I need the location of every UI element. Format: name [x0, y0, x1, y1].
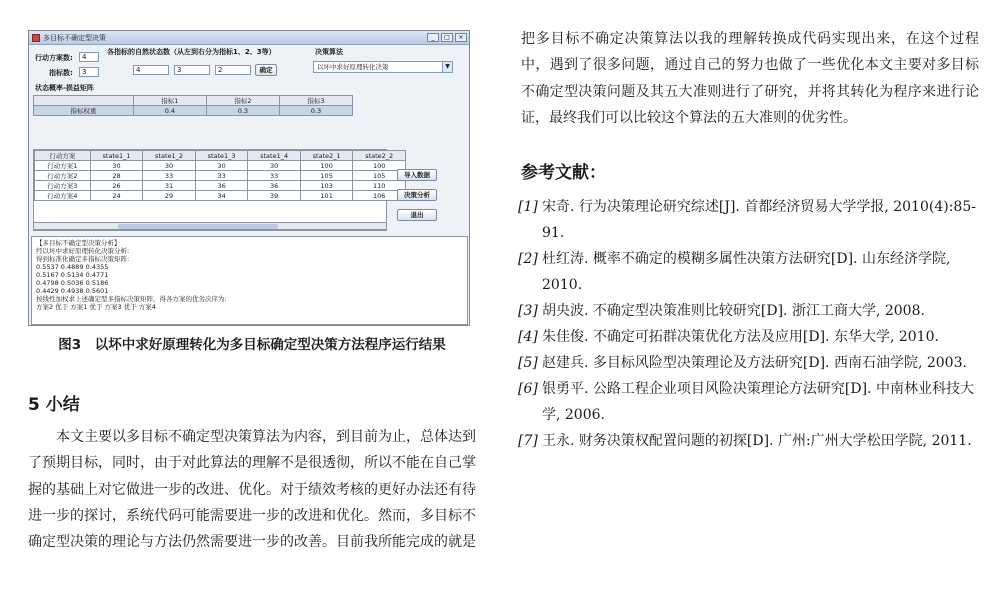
- reference-number: [3]: [518, 303, 538, 319]
- reference-item: [518, 428, 982, 454]
- summary-paragraph: 本文主要以多目标不确定型决策算法为内容，到目前为止，总体达到了预期目标，同时，由于对此算法的理解不是很透彻，所以不能在自己掌握的基础上对它做进一步的改进、优化。对于绩效考核的更好办法还有待进一步的探讨，系统代码可能需要进一步的改进和优化。然而，多目标不确定型决策的理论与方法仍然需要进一步的改善。目前我所能完成的就是: [28, 429, 476, 551]
- indicator-header: 指标1: [133, 96, 206, 106]
- indicator-header: [34, 96, 134, 106]
- section-heading: 5 小结: [28, 395, 80, 415]
- table-row[interactable]: [35, 161, 406, 171]
- action-count-label: 行动方案数:: [35, 54, 73, 62]
- analysis-output-textarea[interactable]: [31, 236, 468, 325]
- weight-cell[interactable]: 0.3: [279, 106, 352, 116]
- reference-text: 赵建兵. 多目标风险型决策理论及方法研究[D]. 西南石油学院, 2003.: [542, 355, 967, 371]
- table-cell[interactable]: 30: [143, 161, 196, 171]
- table-cell[interactable]: 105: [353, 171, 406, 181]
- table-cell[interactable]: 100: [300, 161, 353, 171]
- table-row[interactable]: [35, 171, 406, 181]
- table-cell[interactable]: 30: [90, 161, 143, 171]
- table-row[interactable]: [35, 181, 406, 191]
- reference-number: [6]: [518, 381, 538, 397]
- minimize-button[interactable]: _: [427, 33, 439, 42]
- reference-text: 银勇平. 公路工程企业项目风险决策理论方法研究[D]. 中南林业科技大学, 2006.: [542, 381, 974, 423]
- weight-cell[interactable]: 0.3: [206, 106, 279, 116]
- window-titlebar: [29, 31, 469, 45]
- confirm-button[interactable]: 确定: [255, 64, 277, 76]
- state-count-label: 各指标的自然状态数（从左到右分为指标1、2、3等）: [107, 48, 276, 56]
- reference-number: [7]: [518, 433, 538, 449]
- output-line: 0.4798 0.5036 0.5186: [36, 279, 109, 287]
- continued-paragraph: 把多目标不确定决策算法以我的理解转换成代码实现出来，在这个过程中，遇到了很多问题，通过自己的努力也做了一些优化本文主要对多目标不确定型决策问题及其五大准则进行了研究，并将其转化为程序来进行论证，最终我们可以比较这个算法的五大准则的优劣性。: [521, 31, 979, 126]
- table-cell[interactable]: 行动方案4: [35, 191, 91, 201]
- output-line: 经以坏中求好原理转化决策分析:: [36, 247, 130, 255]
- exit-button[interactable]: 退出: [397, 209, 437, 221]
- horizontal-scrollbar[interactable]: [33, 222, 387, 230]
- maximize-button[interactable]: □: [441, 33, 453, 42]
- figure-caption: 图3 以坏中求好原理转化为多目标确定型决策方法程序运行结果: [58, 337, 446, 353]
- table-cell[interactable]: 30: [248, 161, 301, 171]
- app-icon: [32, 34, 40, 42]
- column-header: state1_4: [248, 151, 301, 161]
- table-cell[interactable]: 行动方案2: [35, 171, 91, 181]
- references-heading: 参考文献：: [521, 163, 606, 183]
- scrollbar-thumb[interactable]: [118, 224, 278, 229]
- table-cell[interactable]: 105: [300, 171, 353, 181]
- references-list: [518, 194, 982, 454]
- reference-text: 杜红涛. 概率不确定的模糊多属性决策方法研究[D]. 山东经济学院, 2010.: [542, 251, 951, 293]
- column-header: 行动方案: [35, 151, 91, 161]
- action-count-input[interactable]: 4: [79, 52, 99, 62]
- output-line: 方案2 优于 方案1 优于 方案3 优于 方案4: [36, 303, 156, 311]
- matrix-label: 状态概率-损益矩阵: [35, 84, 94, 92]
- reference-item: [518, 376, 982, 428]
- state-count-input-2[interactable]: 3: [174, 65, 210, 75]
- table-cell[interactable]: 106: [353, 191, 406, 201]
- reference-item: [518, 298, 982, 324]
- indicator-header: 指标2: [206, 96, 279, 106]
- method-select[interactable]: [313, 61, 453, 73]
- method-label: 决策算法: [315, 48, 343, 56]
- method-selected-value: 以坏中求好原理转化决策: [317, 63, 389, 71]
- output-line: 0.4429 0.4938 0.5601: [36, 287, 109, 295]
- column-header: state1_2: [143, 151, 196, 161]
- output-line: 【多目标不确定型决策分析】: [36, 239, 121, 247]
- close-button[interactable]: ×: [455, 33, 467, 42]
- column-header: state1_1: [90, 151, 143, 161]
- reference-item: [518, 350, 982, 376]
- reference-text: 王永. 财务决策权配置问题的初探[D]. 广州:广州大学松田学院, 2011.: [542, 433, 972, 449]
- output-line: 按线性加权求上述确定型多指标决策矩阵，得各方案的优劣次序为:: [36, 295, 227, 303]
- table-cell[interactable]: 30: [195, 161, 248, 171]
- table-cell[interactable]: 100: [353, 161, 406, 171]
- table-cell[interactable]: 110: [353, 181, 406, 191]
- reference-text: 朱佳俊. 不确定可拓群决策优化方法及应用[D]. 东华大学, 2010.: [542, 329, 939, 345]
- table-cell[interactable]: 31: [143, 181, 196, 191]
- output-line: 0.5537 0.4889 0.4355: [36, 263, 109, 271]
- column-header: state2_2: [353, 151, 406, 161]
- reference-text: 宋奇. 行为决策理论研究综述[J]. 首都经济贸易大学学报, 2010(4):85-91.: [542, 199, 976, 241]
- reference-item: [518, 246, 982, 298]
- column-header: state2_1: [300, 151, 353, 161]
- table-cell[interactable]: 26: [90, 181, 143, 191]
- table-cell[interactable]: 24: [90, 191, 143, 201]
- table-cell[interactable]: 33: [248, 171, 301, 181]
- table-cell[interactable]: 29: [143, 191, 196, 201]
- output-line: 0.5167 0.5134 0.4771: [36, 271, 109, 279]
- window-title: 多目标不确定型决策: [43, 34, 106, 42]
- state-count-input-3[interactable]: 2: [215, 65, 251, 75]
- table-row[interactable]: [35, 191, 406, 201]
- table-cell[interactable]: 39: [248, 191, 301, 201]
- table-cell[interactable]: 28: [90, 171, 143, 181]
- reference-number: [2]: [518, 251, 538, 267]
- reference-number: [4]: [518, 329, 538, 345]
- reference-number: [5]: [518, 355, 538, 371]
- weight-cell[interactable]: 指标权重: [34, 106, 134, 116]
- table-cell[interactable]: 101: [300, 191, 353, 201]
- window-controls: [427, 33, 467, 42]
- table-cell[interactable]: 103: [300, 181, 353, 191]
- indicator-count-input[interactable]: 3: [79, 67, 99, 77]
- program-screenshot-figure: [28, 30, 470, 326]
- table-cell[interactable]: 33: [195, 171, 248, 181]
- reference-item: [518, 324, 982, 350]
- import-data-button[interactable]: 导入数据: [397, 169, 437, 181]
- table-cell[interactable]: 34: [195, 191, 248, 201]
- indicator-count-label: 指标数:: [49, 69, 73, 77]
- table-cell[interactable]: 行动方案1: [35, 161, 91, 171]
- decision-matrix-panel: [33, 149, 394, 231]
- chevron-down-icon[interactable]: ▼: [442, 62, 452, 72]
- decision-analysis-button[interactable]: 决策分析: [397, 189, 437, 201]
- indicator-header: 指标3: [279, 96, 352, 106]
- table-cell[interactable]: 36: [248, 181, 301, 191]
- output-line: 得到标准化确定多指标决策矩阵:: [36, 255, 130, 263]
- reference-number: [1]: [518, 199, 538, 215]
- column-header: state1_3: [195, 151, 248, 161]
- weight-cell[interactable]: 0.4: [133, 106, 206, 116]
- reference-item: [518, 194, 982, 246]
- decision-matrix-table: [34, 150, 406, 201]
- table-cell[interactable]: 36: [195, 181, 248, 191]
- reference-text: 胡央波. 不确定型决策准则比较研究[D]. 浙江工商大学, 2008.: [542, 303, 925, 319]
- indicator-weight-table: [33, 95, 353, 116]
- state-count-input-1[interactable]: 4: [133, 65, 169, 75]
- table-cell[interactable]: 33: [143, 171, 196, 181]
- table-cell[interactable]: 行动方案3: [35, 181, 91, 191]
